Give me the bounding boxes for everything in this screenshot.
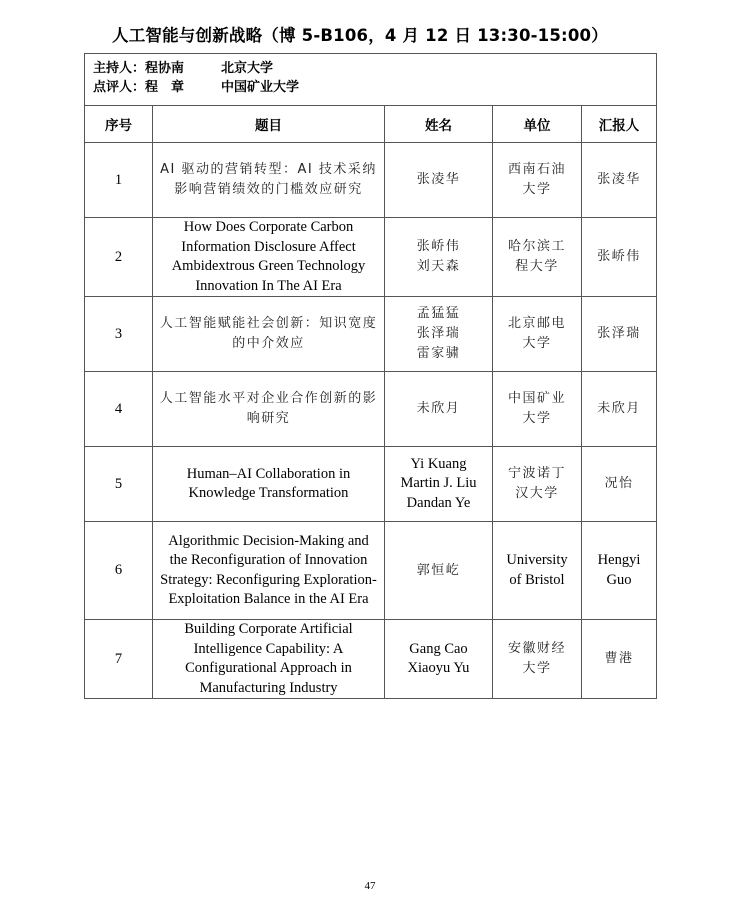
row-number: 2 — [85, 218, 153, 297]
page-number: 47 — [364, 880, 376, 892]
reviewer-org: 中国矿业大学 — [221, 80, 300, 95]
row-names — [385, 447, 493, 522]
table-row — [85, 522, 657, 620]
author-name: 刘天森 — [416, 259, 461, 274]
table-header-row — [85, 106, 657, 143]
host-org: 北京大学 — [221, 61, 274, 76]
host-line — [93, 59, 656, 78]
row-topic: 人工智能水平对企业合作创新的影响研究 — [153, 372, 385, 447]
row-names — [385, 620, 493, 699]
reviewer-label: 点评人：程 章 — [93, 80, 185, 95]
row-names — [385, 218, 493, 297]
row-presenter: 曹港 — [582, 620, 657, 699]
row-topic: Algorithmic Decision-Making and the Reconfiguration of Innovation Strategy: Reconfiguring Exploration-Exploitation Balance in the AI Era — [153, 522, 385, 620]
row-names — [385, 297, 493, 372]
row-number: 4 — [85, 372, 153, 447]
row-unit: 北京邮电大学 — [493, 297, 582, 372]
row-topic: 人工智能赋能社会创新：知识宽度的中介效应 — [153, 297, 385, 372]
row-names — [385, 143, 493, 218]
table-row — [85, 372, 657, 447]
table-row — [85, 218, 657, 297]
row-topic: How Does Corporate Carbon Information Disclosure Affect Ambidextrous Green Technology Innovation In The AI Era — [153, 218, 385, 297]
row-presenter: Hengyi Guo — [582, 522, 657, 620]
session-title: 人工智能与创新战略（博 5-B106，4 月 12 日 13:30-15:00） — [112, 26, 608, 45]
author-name: Dandan Ye — [406, 494, 471, 511]
row-presenter: 张泽瑞 — [582, 297, 657, 372]
author-name: Martin J. Liu — [400, 475, 477, 492]
row-number: 1 — [85, 143, 153, 218]
row-unit: University of Bristol — [493, 522, 582, 620]
row-topic: AI 驱动的营销转型：AI 技术采纳影响营销绩效的门槛效应研究 — [153, 143, 385, 218]
row-names — [385, 522, 493, 620]
row-unit: 中国矿业大学 — [493, 372, 582, 447]
row-presenter: 张峤伟 — [582, 218, 657, 297]
author-name: 郭恒屹 — [416, 562, 461, 578]
schedule-table — [84, 53, 657, 699]
table-row — [85, 297, 657, 372]
header-topic: 题目 — [153, 106, 385, 143]
row-unit: 宁波诺丁汉大学 — [493, 447, 582, 522]
author-name: 孟猛猛 — [416, 306, 461, 321]
header-name: 姓名 — [385, 106, 493, 143]
row-presenter: 况怡 — [582, 447, 657, 522]
row-unit: 安徽财经大学 — [493, 620, 582, 699]
host-label: 主持人：程协南 — [93, 61, 185, 76]
author-name: 张凌华 — [416, 172, 461, 187]
author-name: Yi Kuang — [410, 455, 467, 472]
row-presenter: 张凌华 — [582, 143, 657, 218]
header-no: 序号 — [85, 106, 153, 143]
row-unit: 哈尔滨工程大学 — [493, 218, 582, 297]
author-name: 张泽瑞 — [416, 326, 461, 341]
author-name: 雷家骕 — [416, 346, 461, 361]
author-name: Gang Cao — [409, 640, 468, 657]
header-unit: 单位 — [493, 106, 582, 143]
table-row — [85, 620, 657, 699]
row-number: 5 — [85, 447, 153, 522]
header-presenter: 汇报人 — [582, 106, 657, 143]
row-number: 6 — [85, 522, 153, 620]
row-number: 3 — [85, 297, 153, 372]
table-row — [85, 447, 657, 522]
author-name: 张峤伟 — [416, 239, 461, 254]
table-row — [85, 143, 657, 218]
author-name: Xiaoyu Yu — [407, 660, 470, 676]
author-name: 未欣月 — [416, 401, 461, 416]
row-unit: 西南石油大学 — [493, 143, 582, 218]
moderator-cell — [85, 54, 657, 106]
row-names — [385, 372, 493, 447]
row-presenter: 未欣月 — [582, 372, 657, 447]
row-topic: Building Corporate Artificial Intelligence Capability: A Configurational Approach in Manufacturing Industry — [153, 620, 385, 699]
row-number: 7 — [85, 620, 153, 699]
reviewer-line — [93, 78, 656, 97]
row-topic: Human–AI Collaboration in Knowledge Transformation — [153, 447, 385, 522]
